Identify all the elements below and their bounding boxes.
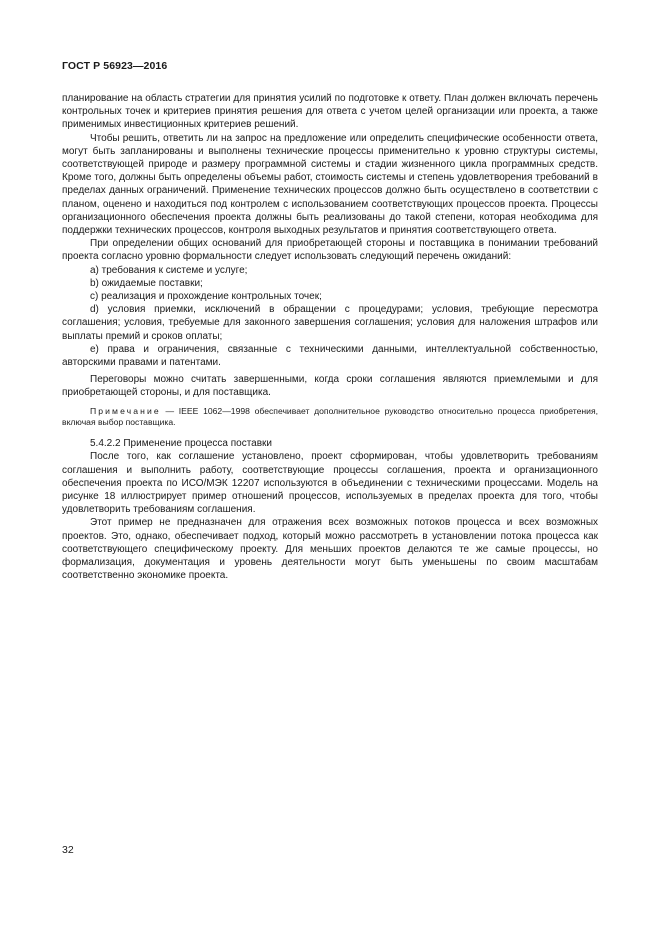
list-item-c: c) реализация и прохождение контрольных точек;	[90, 291, 322, 303]
paragraph-negotiations: Переговоры можно считать завершенными, когда сроки соглашения являются приемлемыми и для приобретающей стороны, и для поставщика.	[62, 374, 598, 399]
page-body	[62, 92, 598, 583]
note	[62, 406, 598, 430]
list-item-b: b) ожидаемые поставки;	[90, 277, 203, 289]
page-number: 32	[62, 844, 74, 856]
paragraph-expectations-intro: При определении общих оснований для приобретающей стороны и поставщика в понимании требований проекта согласно уровню формальности следует использовать следующий перечень ожиданий:	[62, 238, 598, 263]
list-item-a: a) требования к системе и услуге;	[90, 264, 248, 276]
paragraph-technical-processes: Чтобы решить, ответить ли на запрос на предложение или определить специфические особенности ответа, могут быть запланированы и выполнены технические процессы применительно к уровню структуры системы, соответствующей природе и размеру программной системы и стадии жизненного цикла программных средств. Кроме того, должны быть определены объемы работ, стоимость системы и степень удовлетворения требований в пределах данных ограничений. Применение технических процессов должно быть осуществлено в соответствии с планом, оценено и находиться под контролем с использованием соответствующих процессов проекта. Процессы организационного обеспечения проекта должны быть реализованы до такой степени, которая необходима для поддержки технических процессов, контроля выходных результатов и принятия соответствующего ответа.	[62, 132, 598, 237]
document-header-standard: ГОСТ Р 56923—2016	[62, 60, 168, 72]
note-label: Примечание	[90, 405, 161, 416]
paragraph-supply-process: После того, как соглашение установлено, проект сформирован, чтобы удовлетворить требованиям соглашения и выполнить работу, соответствующие процессы соглашения, проекта и организационного обеспечения проекта по ИСО/МЭК 12207 используются в объединении с техническими процессами. Модель на рисунке 18 иллюстрирует пример отношений процессов, используемых в пределах проекта для того, чтобы удовлетворить требованиям соглашения.	[62, 451, 598, 516]
note-text: — IEEE 1062—1998 обеспечивает дополнительное руководство относительно процесса приобретения, включая выбор поставщика.	[62, 405, 598, 428]
paragraph-continuation: планирование на область стратегии для принятия усилий по подготовке к ответу. План должен включать перечень контрольных точек и критериев принятия решения для ответа с учетом целей организации или проекта, а также применимых инвестиционных критериев решений.	[62, 93, 598, 131]
list-item-e: e) права и ограничения, связанные с техническими данными, интеллектуальной собственностью, авторскими правами и патентами.	[62, 343, 598, 369]
list-item-d: d) условия приемки, исключений в обращении с процедурами; условия, требующие пересмотра соглашения; условия, требуемые для законного завершения соглашения; условия для наложения штрафов или выплаты премий и сроков оплаты;	[62, 304, 598, 342]
paragraph-example-scope: Этот пример не предназначен для отражения всех возможных потоков процесса и всех возможных проектов. Это, однако, обеспечивает подход, который можно рассмотреть в установлении потока процесса как соответствующего специфическому проекту. Для меньших проектов делаются те же самые процессы, но формализация, документация и уровень деятельности могут быть уменьшены по своим масштабам соответственно экономике проекта.	[62, 517, 598, 582]
section-heading: 5.4.2.2 Применение процесса поставки	[90, 438, 272, 450]
